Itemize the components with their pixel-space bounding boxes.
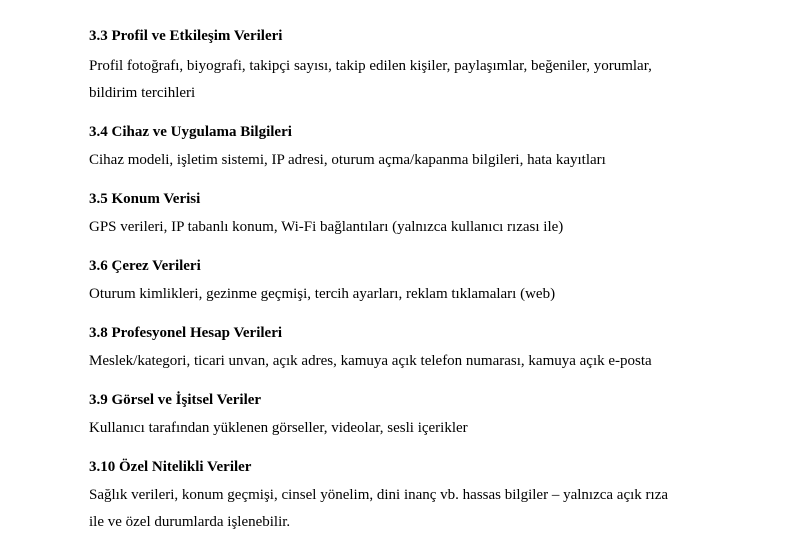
section-heading-special: 3.10 Özel Nitelikli Veriler (89, 459, 252, 475)
section-heading-profile: 3.3 Profil ve Etkileşim Verileri (89, 28, 283, 44)
section-text-cookies-line-1: Oturum kimlikleri, gezinme geçmişi, tercih ayarları, reklam tıklamaları (web) (89, 286, 556, 302)
section-text-location-line-1: GPS verileri, IP tabanlı konum, Wi-Fi bağlantıları (yalnızca kullanıcı rızası ile) (89, 219, 564, 235)
section-heading-location: 3.5 Konum Verisi (89, 191, 201, 207)
section-text-media-line-1: Kullanıcı tarafından yüklenen görseller, videolar, sesli içerikler (89, 420, 468, 436)
section-text-special-line-1: Sağlık verileri, konum geçmişi, cinsel yönelim, dini inanç vb. hassas bilgiler – yalnızca açık rıza (89, 487, 669, 503)
section-heading-professional: 3.8 Profesyonel Hesap Verileri (89, 325, 283, 341)
section-heading-device: 3.4 Cihaz ve Uygulama Bilgileri (89, 124, 292, 140)
section-text-professional-line-1: Meslek/kategori, ticari unvan, açık adres, kamuya açık telefon numarası, kamuya açık e-posta (89, 353, 652, 369)
section-heading-media: 3.9 Görsel ve İşitsel Veriler (89, 392, 262, 408)
section-heading-cookies: 3.6 Çerez Verileri (89, 258, 201, 274)
section-text-profile-line-1: Profil fotoğrafı, biyografi, takipçi sayısı, takip edilen kişiler, paylaşımlar, beğeniler, yorumlar, (89, 58, 652, 74)
section-text-device-line-1: Cihaz modeli, işletim sistemi, IP adresi, oturum açma/kapanma bilgileri, hata kayıtları (89, 152, 606, 168)
section-text-special-line-2: ile ve özel durumlarda işlenebilir. (89, 514, 291, 530)
section-text-profile-line-2: bildirim tercihleri (89, 85, 196, 101)
